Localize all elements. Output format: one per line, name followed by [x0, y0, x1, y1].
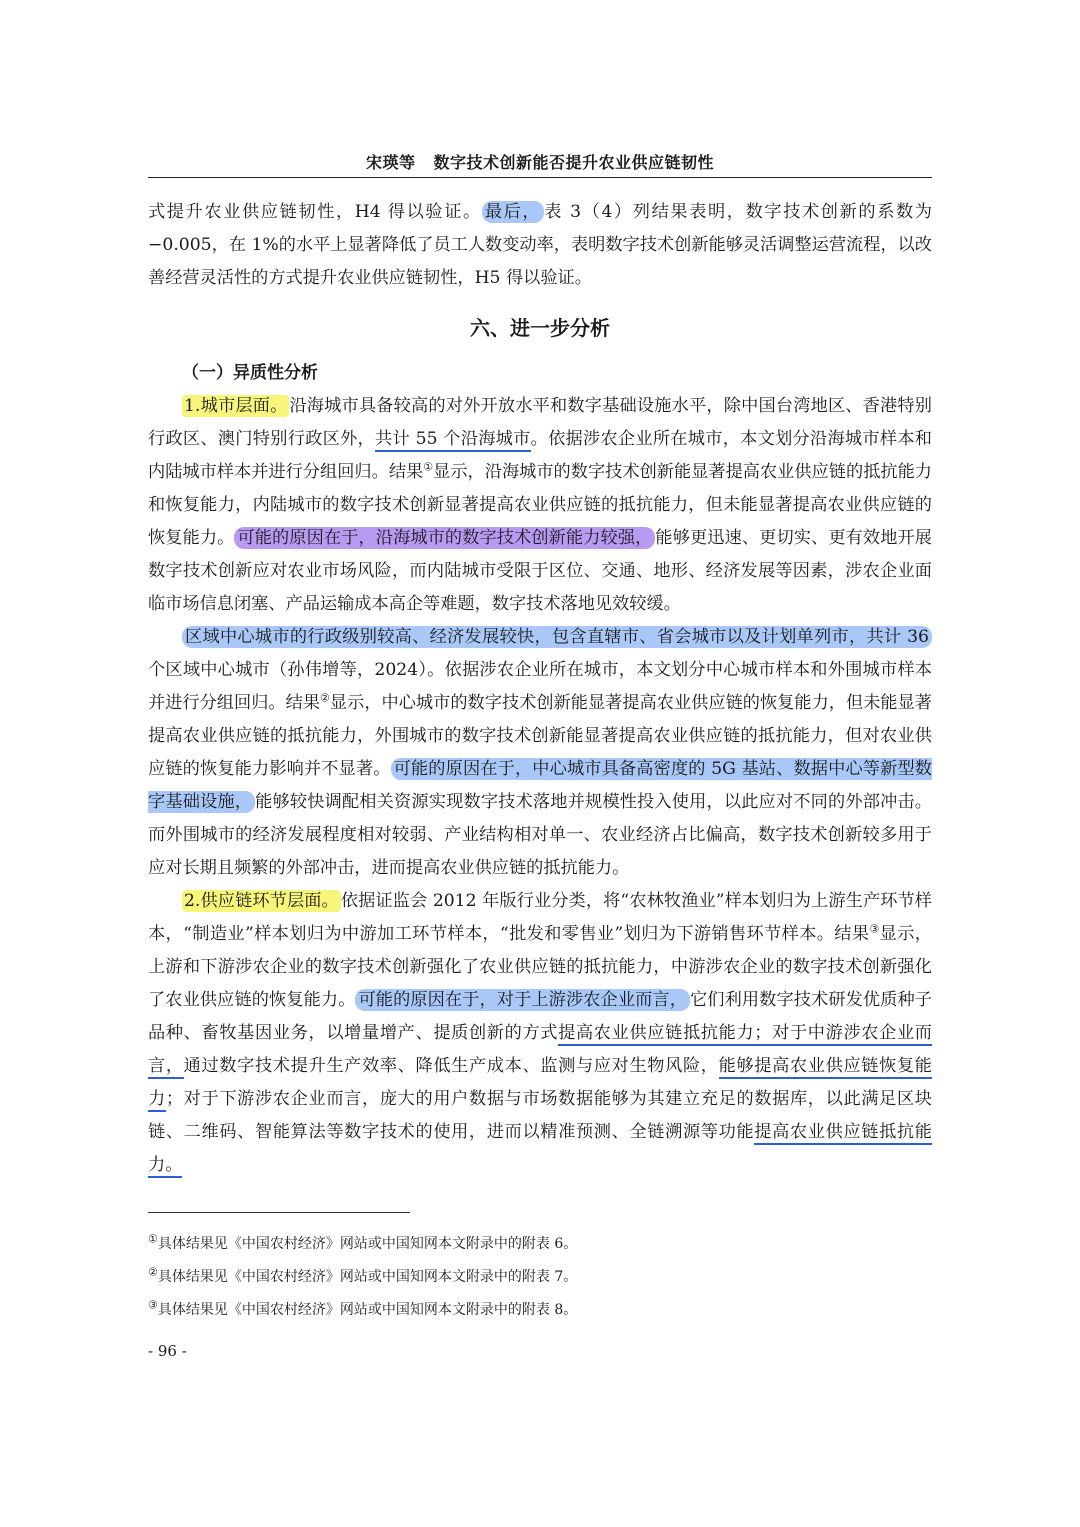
p2-text-a: 沿海城市具备较高的对外开放水平和数字基础设施水平，除中国台湾地区、香港特别行政区、澳门特别行政区外，	[148, 396, 932, 449]
p4-text-b: 显示，上游和下游涉农企业的数字技术创新强化了农业供应链的抵抗能力，中游涉农企业的数字技术创新强化了农业供应链的恢复能力。	[148, 924, 932, 1010]
footnote-mark: ②	[148, 1265, 158, 1279]
highlight-blue: 可能的原因在于，对于上游涉农企业而言，	[355, 989, 690, 1011]
footnote-mark: ①	[148, 1232, 158, 1246]
paragraph-3	[148, 621, 932, 885]
p2-text-d: 能够更迅速、更切实、更有效地开展数字技术创新应对农业市场风险，而内陆城市受限于区位、交通、地形、经济发展等因素，涉农企业面临市场信息闭塞、产品运输成本高企等难题，数字技术落地见效较缓。	[148, 528, 932, 614]
p4-text-c: 它们利用数字技术研发优质种子品种、畜牧基因业务，以增量增产、提质创新的方式	[148, 990, 932, 1043]
footnote-1	[148, 1228, 932, 1261]
footnote-text: 具体结果见《中国农村经济》网站或中国知网本文附录中的附表 8。	[157, 1302, 578, 1318]
footnotes	[148, 1228, 932, 1327]
header-title: 数字技术创新能否提升农业供应链韧性	[433, 153, 715, 172]
section-title: 六、进一步分析	[470, 316, 610, 340]
highlight-yellow-label: 2.供应链环节层面。	[184, 891, 339, 911]
p1-text-b: 表 3（4）列结果表明，数字技术创新的系数为−0.005，在 1%的水平上显著降低了员工人数变动率，表明数字技术创新能够灵活调整运营流程，以改善经营灵活性的方式提升农业供应链韧性，H5 得以验证。	[148, 202, 932, 288]
p3-text-c: 能够较快调配相关资源实现数字技术落地并规模性投入使用，以此应对不同的外部冲击。而外围城市的经济发展程度相对较弱、产业结构相对单一、农业经济占比偏高，数字技术创新较多用于应对长期且频繁的外部冲击，进而提高农业供应链的抵抗能力。	[148, 792, 932, 878]
footnote-3	[148, 1294, 932, 1327]
p4-text-e: ；对于下游涉农企业而言，庞大的用户数据与市场数据能够为其建立充足的数据库，以此满足区块链、二维码、智能算法等数字技术的使用，进而以精准预测、全链溯源等功能	[148, 1089, 932, 1142]
paragraph-4	[148, 885, 932, 1182]
underline-annotation: 共计 55 个沿海城市	[375, 429, 531, 452]
highlight-blue: 可能的原因在于，中心城市具备高密度的 5G 基站、数据中心等新型数字基础设施，	[148, 759, 932, 812]
p1-text-a: 式提升农业供应链韧性，H4 得以验证。	[148, 202, 482, 222]
underline-annotation: 提高农业供应链抵抗能力；对于中游涉农企业而言，	[148, 1023, 932, 1079]
header-rule	[148, 177, 932, 178]
p3-text-b: 显示，中心城市的数字技术创新能显著提高农业供应链的恢复能力，但未能显著提高农业供应链的抵抗能力，外围城市的数字技术创新能显著提高农业供应链的抵抗能力，但对农业供应链的恢复能力影响并不显著。	[148, 693, 932, 779]
underline-annotation: 能够提高农业供应链恢复能力	[148, 1056, 932, 1112]
page-number: - 96 -	[148, 1342, 187, 1360]
underline-annotation: 提高农业供应链抵抗能力。	[148, 1122, 932, 1178]
footnote-text: 具体结果见《中国农村经济》网站或中国知网本文附录中的附表 6。	[157, 1236, 578, 1252]
highlight-yellow-label: 1.城市层面。	[184, 396, 288, 416]
footnote-ref: ③	[869, 922, 880, 936]
footnote-2	[148, 1261, 932, 1294]
paragraph-2	[148, 390, 932, 621]
footnote-ref: ②	[320, 691, 330, 705]
highlight-purple: 可能的原因在于，沿海城市的数字技术创新能力较强，	[234, 527, 655, 549]
footnote-text: 具体结果见《中国农村经济》网站或中国知网本文附录中的附表 7。	[157, 1269, 578, 1285]
p2-text-b: 。依据涉农企业所在城市，本文划分沿海城市样本和内陆城市样本并进行分组回归。结果	[148, 429, 932, 482]
subsection-title: （一）异质性分析	[182, 363, 318, 383]
footnote-ref: ①	[423, 460, 434, 474]
highlight-blue: 最后，	[482, 201, 544, 223]
footnote-mark: ③	[148, 1298, 158, 1312]
p2-text-c: 显示，沿海城市的数字技术创新能显著提高农业供应链的抵抗能力和恢复能力，内陆城市的数字技术创新显著提高农业供应链的抵抗能力，但未能显著提高农业供应链的恢复能力。	[148, 462, 932, 548]
highlight-blue: 区域中心城市的行政级别较高、经济发展较快，包含直辖市、省会城市以及计划单列市，共计 36	[182, 626, 932, 648]
header-authors: 宋瑛等	[365, 153, 416, 172]
body-text	[148, 196, 932, 1182]
p4-text-a: 依据证监会 2012 年版行业分类，将“农林牧渔业”样本划归为上游生产环节样本，“制造业”样本划归为中游加工环节样本，“批发和零售业”划归为下游销售环节样本。结果	[148, 891, 932, 944]
p3-text-a: 个区域中心城市（孙伟增等，2024）。依据涉农企业所在城市，本文划分中心城市样本和外围城市样本并进行分组回归。结果	[148, 660, 932, 713]
running-header	[148, 150, 932, 173]
paragraph-1	[148, 196, 932, 295]
footnote-rule	[148, 1212, 410, 1213]
p4-text-d: 通过数字技术提升生产效率、降低生产成本、监测与应对生物风险，	[183, 1056, 719, 1076]
